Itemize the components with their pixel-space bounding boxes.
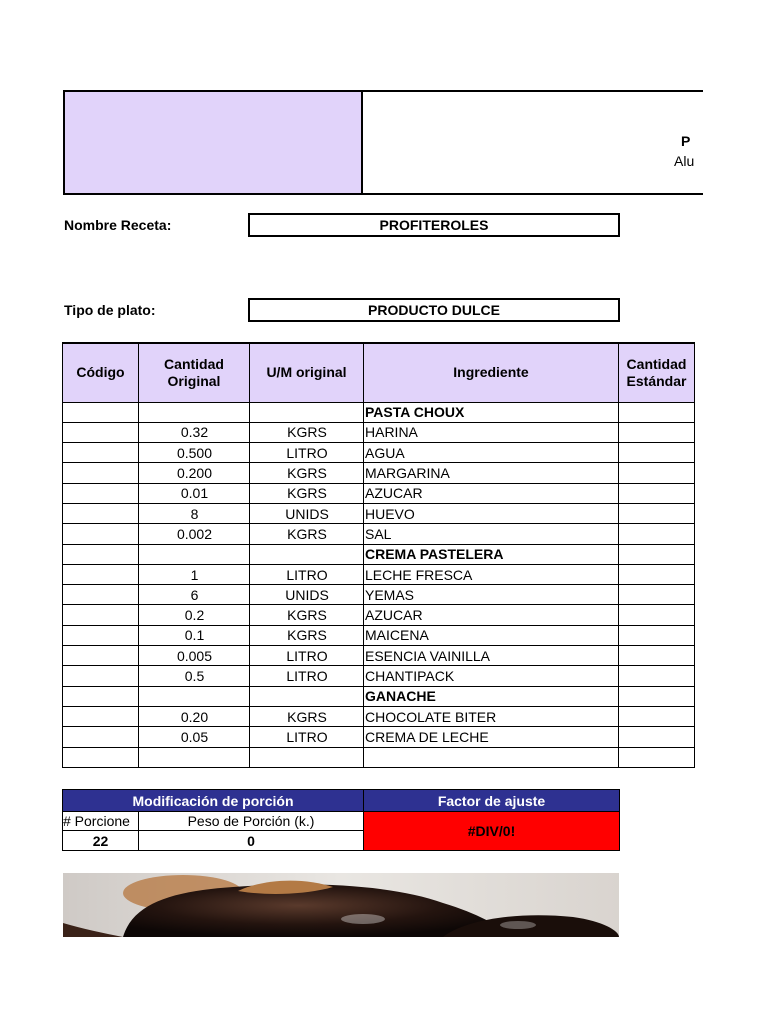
- section-row: [63, 402, 695, 422]
- cell-cantidad-original[interactable]: [139, 402, 250, 422]
- cell-codigo[interactable]: [63, 666, 139, 686]
- cell-cantidad-original[interactable]: 0.500: [139, 443, 250, 463]
- cell-codigo[interactable]: [63, 524, 139, 544]
- cell-ingrediente[interactable]: CHOCOLATE BITER: [364, 706, 619, 726]
- cell-cantidad-estandar[interactable]: [619, 686, 695, 706]
- dish-type-label: Tipo de plato:: [64, 302, 156, 318]
- table-row: [63, 564, 695, 584]
- table-row: [63, 727, 695, 747]
- portion-modification-header: Modificación de porción: [63, 790, 364, 812]
- cell-um-original[interactable]: KGRS: [250, 605, 364, 625]
- cell-ingrediente[interactable]: ESENCIA VAINILLA: [364, 646, 619, 666]
- column-header-cantidad-estandar: Cantidad Estándar: [619, 343, 695, 402]
- cell-codigo[interactable]: [63, 564, 139, 584]
- adjustment-factor-value: #DIV/0!: [364, 812, 620, 851]
- portion-weight-label: Peso de Porción (k.): [139, 812, 364, 831]
- cell-um-original[interactable]: KGRS: [250, 625, 364, 645]
- table-row: [63, 524, 695, 544]
- cell-codigo[interactable]: [63, 503, 139, 523]
- cell-cantidad-original[interactable]: 0.200: [139, 463, 250, 483]
- cell-cantidad-estandar[interactable]: [619, 402, 695, 422]
- cell-ingrediente[interactable]: AZUCAR: [364, 605, 619, 625]
- cell-cantidad-original[interactable]: 1: [139, 564, 250, 584]
- profiteroles-photo: [63, 873, 619, 937]
- cell-cantidad-estandar[interactable]: [619, 706, 695, 726]
- cell-cantidad-original[interactable]: 0.32: [139, 422, 250, 442]
- cell-ingrediente[interactable]: MAICENA: [364, 625, 619, 645]
- cell-cantidad-original[interactable]: 0.20: [139, 706, 250, 726]
- table-row: [63, 503, 695, 523]
- table-row: [63, 747, 695, 767]
- cell-cantidad-original[interactable]: 0.5: [139, 666, 250, 686]
- cell-ingrediente[interactable]: AGUA: [364, 443, 619, 463]
- table-row: [63, 605, 695, 625]
- cell-cantidad-estandar[interactable]: [619, 747, 695, 767]
- cell-ingrediente[interactable]: CHANTIPACK: [364, 666, 619, 686]
- cell-um-original[interactable]: LITRO: [250, 666, 364, 686]
- portions-label: # Porcione: [63, 812, 139, 831]
- cell-cantidad-estandar[interactable]: [619, 585, 695, 605]
- cell-ingrediente[interactable]: HARINA: [364, 422, 619, 442]
- cell-cantidad-original[interactable]: 0.1: [139, 625, 250, 645]
- cell-ingrediente[interactable]: PASTA CHOUX: [364, 402, 619, 422]
- cell-cantidad-estandar[interactable]: [619, 503, 695, 523]
- cell-cantidad-original[interactable]: 6: [139, 585, 250, 605]
- cell-ingrediente[interactable]: SAL: [364, 524, 619, 544]
- cell-um-original[interactable]: KGRS: [250, 483, 364, 503]
- cell-ingrediente[interactable]: MARGARINA: [364, 463, 619, 483]
- cell-um-original[interactable]: LITRO: [250, 646, 364, 666]
- cell-codigo[interactable]: [63, 706, 139, 726]
- recipe-name-label: Nombre Receta:: [64, 217, 172, 233]
- cell-um-original[interactable]: KGRS: [250, 524, 364, 544]
- cell-codigo[interactable]: [63, 747, 139, 767]
- table-row: [63, 443, 695, 463]
- dish-type-field[interactable]: PRODUCTO DULCE: [248, 298, 620, 322]
- column-header-um-original: U/M original: [250, 343, 364, 402]
- cell-um-original[interactable]: [250, 686, 364, 706]
- cell-ingrediente[interactable]: [364, 747, 619, 767]
- cell-codigo[interactable]: [63, 686, 139, 706]
- cell-ingrediente[interactable]: AZUCAR: [364, 483, 619, 503]
- cell-codigo[interactable]: [63, 605, 139, 625]
- section-row: [63, 686, 695, 706]
- cell-um-original[interactable]: KGRS: [250, 706, 364, 726]
- ingredients-table: [62, 342, 695, 768]
- cell-codigo[interactable]: [63, 463, 139, 483]
- section-row: [63, 544, 695, 564]
- header-right-panel: [361, 90, 703, 195]
- table-row: [63, 625, 695, 645]
- cell-um-original[interactable]: [250, 402, 364, 422]
- cell-um-original[interactable]: [250, 544, 364, 564]
- cell-cantidad-original[interactable]: 0.005: [139, 646, 250, 666]
- table-row: [63, 422, 695, 442]
- cell-cantidad-original[interactable]: 8: [139, 503, 250, 523]
- cell-um-original[interactable]: [250, 747, 364, 767]
- table-row: [63, 666, 695, 686]
- cell-codigo[interactable]: [63, 727, 139, 747]
- cell-codigo[interactable]: [63, 483, 139, 503]
- cell-cantidad-estandar[interactable]: [619, 727, 695, 747]
- cell-ingrediente[interactable]: YEMAS: [364, 585, 619, 605]
- cell-cantidad-estandar[interactable]: [619, 524, 695, 544]
- cell-codigo[interactable]: [63, 625, 139, 645]
- cell-cantidad-original[interactable]: 0.05: [139, 727, 250, 747]
- cell-ingrediente[interactable]: LECHE FRESCA: [364, 564, 619, 584]
- cell-cantidad-original[interactable]: [139, 544, 250, 564]
- recipe-name-field[interactable]: PROFITEROLES: [248, 213, 620, 237]
- portion-weight-value[interactable]: 0: [139, 831, 364, 851]
- cell-codigo[interactable]: [63, 443, 139, 463]
- cell-cantidad-estandar[interactable]: [619, 422, 695, 442]
- portions-value[interactable]: 22: [63, 831, 139, 851]
- cell-um-original[interactable]: KGRS: [250, 463, 364, 483]
- table-row: [63, 463, 695, 483]
- column-header-cantidad-original: Cantidad Original: [139, 343, 250, 402]
- cell-cantidad-original[interactable]: 0.002: [139, 524, 250, 544]
- cell-cantidad-estandar[interactable]: [619, 666, 695, 686]
- portion-adjustment-table: [62, 789, 620, 851]
- cell-cantidad-original[interactable]: 0.2: [139, 605, 250, 625]
- cell-cantidad-estandar[interactable]: [619, 544, 695, 564]
- cell-um-original[interactable]: LITRO: [250, 443, 364, 463]
- table-row: [63, 585, 695, 605]
- cell-cantidad-estandar[interactable]: [619, 443, 695, 463]
- cell-cantidad-estandar[interactable]: [619, 463, 695, 483]
- cell-ingrediente[interactable]: GANACHE: [364, 686, 619, 706]
- column-header-ingrediente: Ingrediente: [364, 343, 619, 402]
- cell-cantidad-estandar[interactable]: [619, 625, 695, 645]
- cell-codigo[interactable]: [63, 402, 139, 422]
- cell-codigo[interactable]: [63, 544, 139, 564]
- table-header-row: [63, 343, 695, 402]
- cell-um-original[interactable]: LITRO: [250, 727, 364, 747]
- cell-um-original[interactable]: KGRS: [250, 422, 364, 442]
- cell-cantidad-estandar[interactable]: [619, 564, 695, 584]
- table-row: [63, 646, 695, 666]
- cell-codigo[interactable]: [63, 646, 139, 666]
- cell-codigo[interactable]: [63, 422, 139, 442]
- cell-ingrediente[interactable]: HUEVO: [364, 503, 619, 523]
- adjustment-factor-header: Factor de ajuste: [364, 790, 620, 812]
- cell-codigo[interactable]: [63, 585, 139, 605]
- cell-cantidad-original[interactable]: [139, 686, 250, 706]
- cell-cantidad-estandar[interactable]: [619, 605, 695, 625]
- cell-um-original[interactable]: LITRO: [250, 564, 364, 584]
- header-left-panel: [63, 90, 363, 195]
- table-row: [63, 706, 695, 726]
- ingredients-body: [63, 402, 695, 767]
- cell-um-original[interactable]: UNIDS: [250, 585, 364, 605]
- cell-ingrediente[interactable]: CREMA PASTELERA: [364, 544, 619, 564]
- column-header-codigo: Código: [63, 343, 139, 402]
- cell-ingrediente[interactable]: CREMA DE LECHE: [364, 727, 619, 747]
- cell-cantidad-estandar[interactable]: [619, 646, 695, 666]
- cell-cantidad-estandar[interactable]: [619, 483, 695, 503]
- cell-cantidad-original[interactable]: [139, 747, 250, 767]
- header-subtitle-fragment: Alu: [674, 153, 695, 169]
- cell-um-original[interactable]: UNIDS: [250, 503, 364, 523]
- header-title-fragment: P: [681, 133, 691, 149]
- table-row: [63, 483, 695, 503]
- cell-cantidad-original[interactable]: 0.01: [139, 483, 250, 503]
